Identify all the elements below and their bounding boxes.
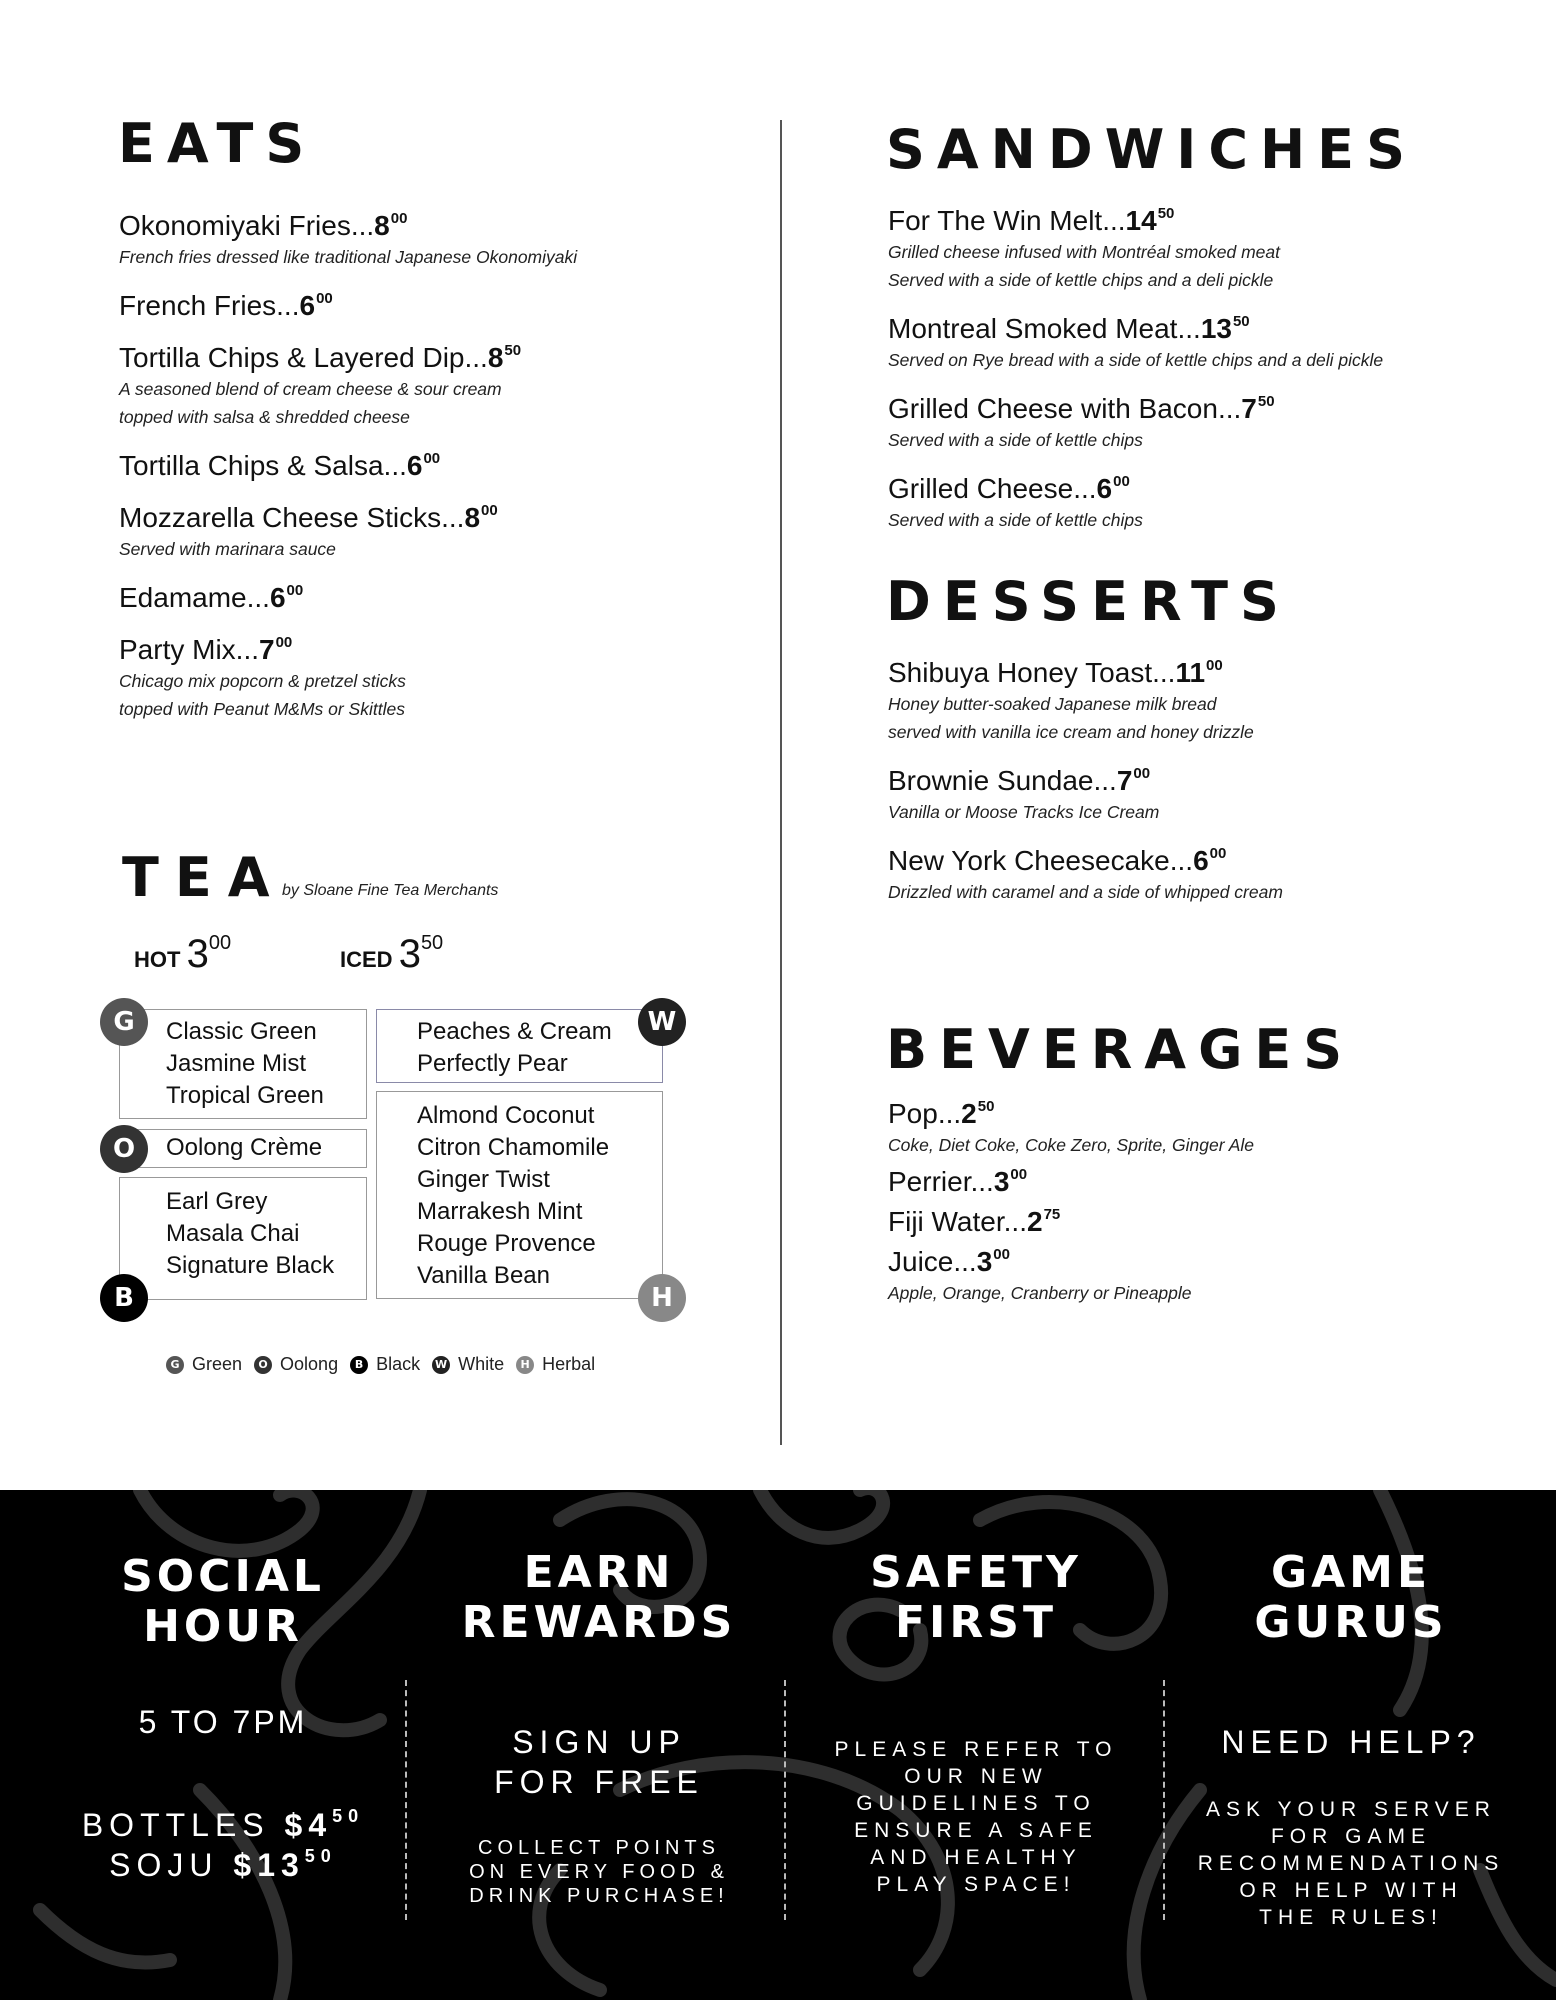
price-dollars: 8 [464, 502, 481, 533]
menu-item-title: Pop... [888, 1098, 962, 1129]
menu-item-name [888, 473, 1383, 505]
legend-label: Oolong [280, 1354, 339, 1374]
menu-item [888, 1206, 1254, 1238]
tea-iced-cents: 50 [420, 932, 444, 954]
safety-first-title [791, 1548, 1161, 1648]
text-line: FOR GAME [1270, 1825, 1431, 1848]
safety-first-column [791, 1490, 1161, 2000]
bottles-cents: 50 [332, 1806, 365, 1826]
game-gurus-column [1166, 1490, 1536, 2000]
ask-server-text [1166, 1796, 1536, 1931]
eats-list [119, 210, 577, 742]
price-dollars: 7 [1241, 393, 1257, 424]
legend-dot-icon: W [432, 1356, 450, 1374]
beverages-heading: BEVERAGES [886, 1018, 1355, 1081]
price-cents: 50 [1257, 393, 1275, 410]
tea-flavor: Ginger Twist [417, 1166, 550, 1193]
price-cents: 50 [1157, 205, 1175, 222]
soju-dollars: $13 [233, 1847, 305, 1883]
text-line: OR HELP WITH [1239, 1879, 1463, 1902]
bottles-label: BOTTLES [81, 1807, 270, 1843]
tea-flavor: Perfectly Pear [417, 1050, 568, 1077]
menu-item [888, 205, 1383, 293]
menu-item-description: Served with a side of kettle chips [888, 510, 1143, 530]
footer-dashed-divider [1163, 1680, 1165, 1920]
title-line: GURUS [1254, 1597, 1448, 1648]
menu-item-name [119, 450, 577, 482]
price-dollars: 13 [1200, 313, 1232, 344]
price-dollars: 2 [1026, 1206, 1043, 1237]
menu-item-description: Coke, Diet Coke, Coke Zero, Sprite, Ginger Ale [888, 1135, 1255, 1155]
menu-item-title: Shibuya Honey Toast... [888, 657, 1176, 688]
tea-flavor: Almond Coconut [417, 1102, 595, 1129]
tea-flavor: Classic Green [166, 1018, 317, 1045]
menu-item [888, 473, 1383, 533]
title-line: HOUR [143, 1601, 303, 1652]
price-cents: 50 [1232, 313, 1250, 330]
menu-item-name [888, 1166, 1254, 1198]
menu-item [119, 210, 577, 270]
price-dollars: 8 [374, 210, 390, 241]
menu-item-price [1027, 1206, 1060, 1237]
legend-dot-icon: G [166, 1356, 184, 1374]
menu-item-description: French fries dressed like traditional Japanese Okonomiyaki [119, 247, 578, 267]
text-line: ASK YOUR SERVER [1206, 1798, 1496, 1821]
price-cents: 00 [423, 450, 441, 467]
tea-white-box [376, 1009, 663, 1083]
legend-label: White [458, 1354, 505, 1374]
price-dollars: 11 [1175, 657, 1206, 688]
text-line: PLEASE REFER TO [834, 1738, 1118, 1761]
social-hour-title [38, 1552, 408, 1652]
safety-guidelines-text [791, 1736, 1161, 1898]
tea-oolong-box [119, 1129, 367, 1168]
menu-item-price [1201, 313, 1250, 344]
menu-item-title: Perrier... [888, 1166, 994, 1197]
soju-label: SOJU [109, 1847, 219, 1883]
legend-item [516, 1354, 595, 1375]
price-cents: 00 [1113, 473, 1130, 490]
menu-item [119, 634, 577, 722]
menu-item-price [407, 450, 440, 481]
menu-item-price [488, 342, 521, 373]
menu-item [119, 342, 577, 430]
sandwiches-list [888, 205, 1383, 553]
menu-item-title: Brownie Sundae... [888, 765, 1117, 796]
text-line: AND HEALTHY [870, 1846, 1082, 1869]
tea-flavor: Signature Black [166, 1252, 335, 1279]
menu-item-title: Grilled Cheese with Bacon... [888, 393, 1242, 424]
menu-item-price [259, 634, 292, 665]
menu-item-price [270, 582, 303, 613]
menu-item-description: Chicago mix popcorn & pretzel sticks [119, 671, 406, 691]
menu-item-price [1097, 473, 1130, 504]
price-cents: 00 [275, 634, 293, 651]
sign-up-line: FOR FREE [494, 1764, 704, 1800]
menu-item-price [464, 502, 497, 533]
menu-item-price [1193, 845, 1226, 876]
soju-price [38, 1836, 408, 1885]
need-help-text: NEED HELP? [1221, 1724, 1481, 1760]
desserts-list [888, 657, 1283, 925]
menu-item-title: Tortilla Chips & Layered Dip... [119, 342, 488, 373]
menu-item-description: A seasoned blend of cream cheese & sour cream [119, 379, 502, 399]
price-dollars: 14 [1125, 205, 1157, 236]
menu-item [119, 450, 577, 482]
menu-item-name [119, 342, 577, 374]
text-line: RECOMMENDATIONS [1197, 1852, 1505, 1875]
footer-dashed-divider [784, 1680, 786, 1920]
beverages-list [888, 1098, 1254, 1314]
menu-item-description: Honey butter-soaked Japanese milk bread [888, 694, 1217, 714]
eats-heading: EATS [118, 112, 317, 175]
price-cents: 00 [1206, 657, 1223, 674]
legend-item [350, 1354, 420, 1375]
text-line: THE RULES! [1259, 1906, 1443, 1929]
menu-item-name [119, 502, 577, 534]
title-line: REWARDS [461, 1597, 737, 1648]
menu-item-title: New York Cheesecake... [888, 845, 1194, 876]
menu-item [888, 393, 1383, 453]
oolong-tea-badge-icon: O [100, 1125, 148, 1173]
text-line: ON EVERY FOOD & [469, 1861, 729, 1883]
menu-item-price [994, 1166, 1027, 1197]
menu-item [888, 657, 1283, 745]
bottles-dollars: $4 [284, 1807, 333, 1843]
footer-banner [0, 1490, 1556, 2000]
menu-item-description: Served with marinara sauce [119, 539, 336, 559]
tea-green-box [119, 1009, 367, 1119]
price-dollars: 6 [406, 450, 423, 481]
legend-item [432, 1354, 504, 1375]
menu-item-name [888, 393, 1383, 425]
text-line: DRINK PURCHASE! [469, 1885, 729, 1907]
legend-label: Herbal [542, 1354, 596, 1374]
legend-item [254, 1354, 338, 1375]
price-dollars: 6 [1096, 473, 1113, 504]
menu-item-name [888, 205, 1383, 237]
menu-item-price [1126, 205, 1175, 236]
tea-flavor: Tropical Green [166, 1082, 324, 1109]
menu-item-description: Grilled cheese infused with Montréal smoked meat [888, 242, 1280, 262]
menu-item-title: Mozzarella Cheese Sticks... [119, 502, 465, 533]
menu-item [888, 1166, 1254, 1198]
menu-item [888, 1098, 1254, 1158]
menu-item-price [374, 210, 407, 241]
menu-item-price [1241, 393, 1274, 424]
tea-flavor: Oolong Crème [166, 1134, 323, 1161]
price-dollars: 3 [993, 1166, 1010, 1197]
price-cents: 00 [286, 582, 304, 599]
tea-flavor: Vanilla Bean [417, 1262, 550, 1289]
collect-points-text [414, 1836, 784, 1908]
menu-item-title: Grilled Cheese... [888, 473, 1097, 504]
text-line: GUIDELINES TO [856, 1792, 1096, 1815]
price-cents: 00 [1133, 765, 1151, 782]
green-tea-badge-icon: G [100, 998, 148, 1046]
game-gurus-title [1166, 1548, 1536, 1648]
white-tea-badge-icon: W [638, 998, 686, 1046]
menu-item-description: Served on Rye bread with a side of kettle chips and a deli pickle [888, 350, 1384, 370]
menu-item-description: served with vanilla ice cream and honey drizzle [888, 722, 1254, 742]
price-dollars: 8 [487, 342, 504, 373]
menu-item-title: Fiji Water... [888, 1206, 1027, 1237]
menu-item [888, 765, 1283, 825]
menu-item-description: Vanilla or Moose Tracks Ice Cream [888, 802, 1160, 822]
herbal-tea-badge-icon: H [638, 1274, 686, 1322]
price-cents: 50 [977, 1098, 995, 1115]
text-line: ENSURE A SAFE [854, 1819, 1098, 1842]
menu-item-title: Party Mix... [119, 634, 260, 665]
menu-item-name [888, 765, 1283, 797]
menu-item-name [888, 1246, 1254, 1278]
tea-hot-label: HOT [134, 947, 181, 972]
title-line: SOCIAL [121, 1551, 325, 1602]
price-dollars: 6 [1193, 845, 1209, 876]
earn-rewards-column [414, 1490, 784, 2000]
legend-dot-icon: O [254, 1356, 272, 1374]
menu-item [888, 1246, 1254, 1306]
menu-item-price [1175, 657, 1222, 688]
price-dollars: 3 [976, 1246, 993, 1277]
tea-hot-dollars: 3 [186, 932, 209, 976]
price-cents: 50 [504, 342, 522, 359]
menu-item-name [119, 634, 577, 666]
legend-label: Black [376, 1354, 421, 1374]
price-cents: 00 [481, 502, 498, 519]
legend-dot-icon: H [516, 1356, 534, 1374]
tea-iced-label: ICED [340, 947, 393, 972]
column-divider [780, 120, 782, 1445]
menu-item-title: Juice... [888, 1246, 977, 1277]
menu-item-description: Drizzled with caramel and a side of whipped cream [888, 882, 1283, 902]
price-dollars: 7 [1116, 765, 1133, 796]
legend-item [166, 1354, 242, 1375]
menu-item-name [888, 657, 1283, 689]
price-dollars: 6 [269, 582, 286, 613]
price-dollars: 6 [299, 290, 316, 321]
tea-flavor: Rouge Provence [417, 1230, 596, 1257]
menu-item-name [119, 290, 577, 322]
menu-item-description: Apple, Orange, Cranberry or Pineapple [888, 1283, 1192, 1303]
menu-item-price [961, 1098, 994, 1129]
tea-heading: TEA [122, 846, 286, 909]
text-line: COLLECT POINTS [478, 1837, 720, 1859]
menu-item-title: French Fries... [119, 290, 300, 321]
menu-item-price [1117, 765, 1150, 796]
menu-item [888, 845, 1283, 905]
tea-black-box [119, 1177, 367, 1300]
price-cents: 00 [993, 1246, 1010, 1263]
menu-item [119, 502, 577, 562]
tea-flavor: Citron Chamomile [417, 1134, 610, 1161]
menu-item-title: For The Win Melt... [888, 205, 1126, 236]
tea-iced-dollars: 3 [398, 932, 421, 976]
menu-item-name [888, 845, 1283, 877]
tea-flavor: Marrakesh Mint [417, 1198, 583, 1225]
text-line: PLAY SPACE! [876, 1873, 1076, 1896]
menu-item-description: Served with a side of kettle chips [888, 430, 1143, 450]
menu-item-price [977, 1246, 1010, 1277]
tea-flavor: Peaches & Cream [417, 1018, 612, 1045]
sign-up-text [414, 1722, 784, 1802]
menu-item-name [888, 1206, 1254, 1238]
price-cents: 00 [1209, 845, 1227, 862]
earn-rewards-title [414, 1548, 784, 1648]
title-line: FIRST [894, 1597, 1057, 1648]
text-line: OUR NEW [904, 1765, 1048, 1788]
tea-hot-cents: 00 [208, 932, 232, 954]
menu-item-name [888, 313, 1383, 345]
tea-legend [166, 1354, 607, 1375]
social-hour-column [38, 1490, 408, 2000]
tea-flavor: Earl Grey [166, 1188, 268, 1215]
price-dollars: 2 [961, 1098, 977, 1129]
menu-item-name [119, 582, 577, 614]
title-line: SAFETY [870, 1547, 1082, 1598]
price-cents: 00 [390, 210, 408, 227]
menu-item-title: Edamame... [119, 582, 270, 613]
desserts-heading: DESSERTS [886, 570, 1291, 633]
title-line: GAME [1270, 1547, 1431, 1598]
social-hour-time: 5 TO 7PM [138, 1704, 308, 1740]
menu-item-price [299, 290, 332, 321]
price-cents: 75 [1043, 1206, 1061, 1223]
tea-subtitle: by Sloane Fine Tea Merchants [282, 882, 499, 899]
legend-dot-icon: B [350, 1356, 368, 1374]
tea-hot-price [134, 932, 231, 977]
tea-herbal-box [376, 1091, 663, 1299]
tea-flavor: Masala Chai [166, 1220, 300, 1247]
legend-label: Green [192, 1354, 243, 1374]
footer-dashed-divider [405, 1680, 407, 1920]
tea-iced-price [340, 932, 443, 977]
menu-item-description: topped with salsa & shredded cheese [119, 407, 410, 427]
menu-item-title: Montreal Smoked Meat... [888, 313, 1201, 344]
menu-item-name [888, 1098, 1254, 1130]
title-line: EARN [523, 1547, 675, 1598]
menu-item [888, 313, 1383, 373]
price-dollars: 7 [259, 634, 275, 665]
menu-item [119, 290, 577, 322]
sign-up-line: SIGN UP [512, 1724, 686, 1760]
menu-item-title: Tortilla Chips & Salsa... [119, 450, 407, 481]
sandwiches-heading: SANDWICHES [886, 118, 1417, 181]
black-tea-badge-icon: B [100, 1274, 148, 1322]
price-cents: 00 [1010, 1166, 1028, 1183]
menu-item-name [119, 210, 577, 242]
menu-item-description: Served with a side of kettle chips and a deli pickle [888, 270, 1274, 290]
tea-flavor: Jasmine Mist [166, 1050, 307, 1077]
menu-item [119, 582, 577, 614]
menu-item-description: topped with Peanut M&Ms or Skittles [119, 699, 405, 719]
soju-cents: 50 [304, 1846, 337, 1866]
price-cents: 00 [316, 290, 333, 307]
menu-item-title: Okonomiyaki Fries... [119, 210, 375, 241]
